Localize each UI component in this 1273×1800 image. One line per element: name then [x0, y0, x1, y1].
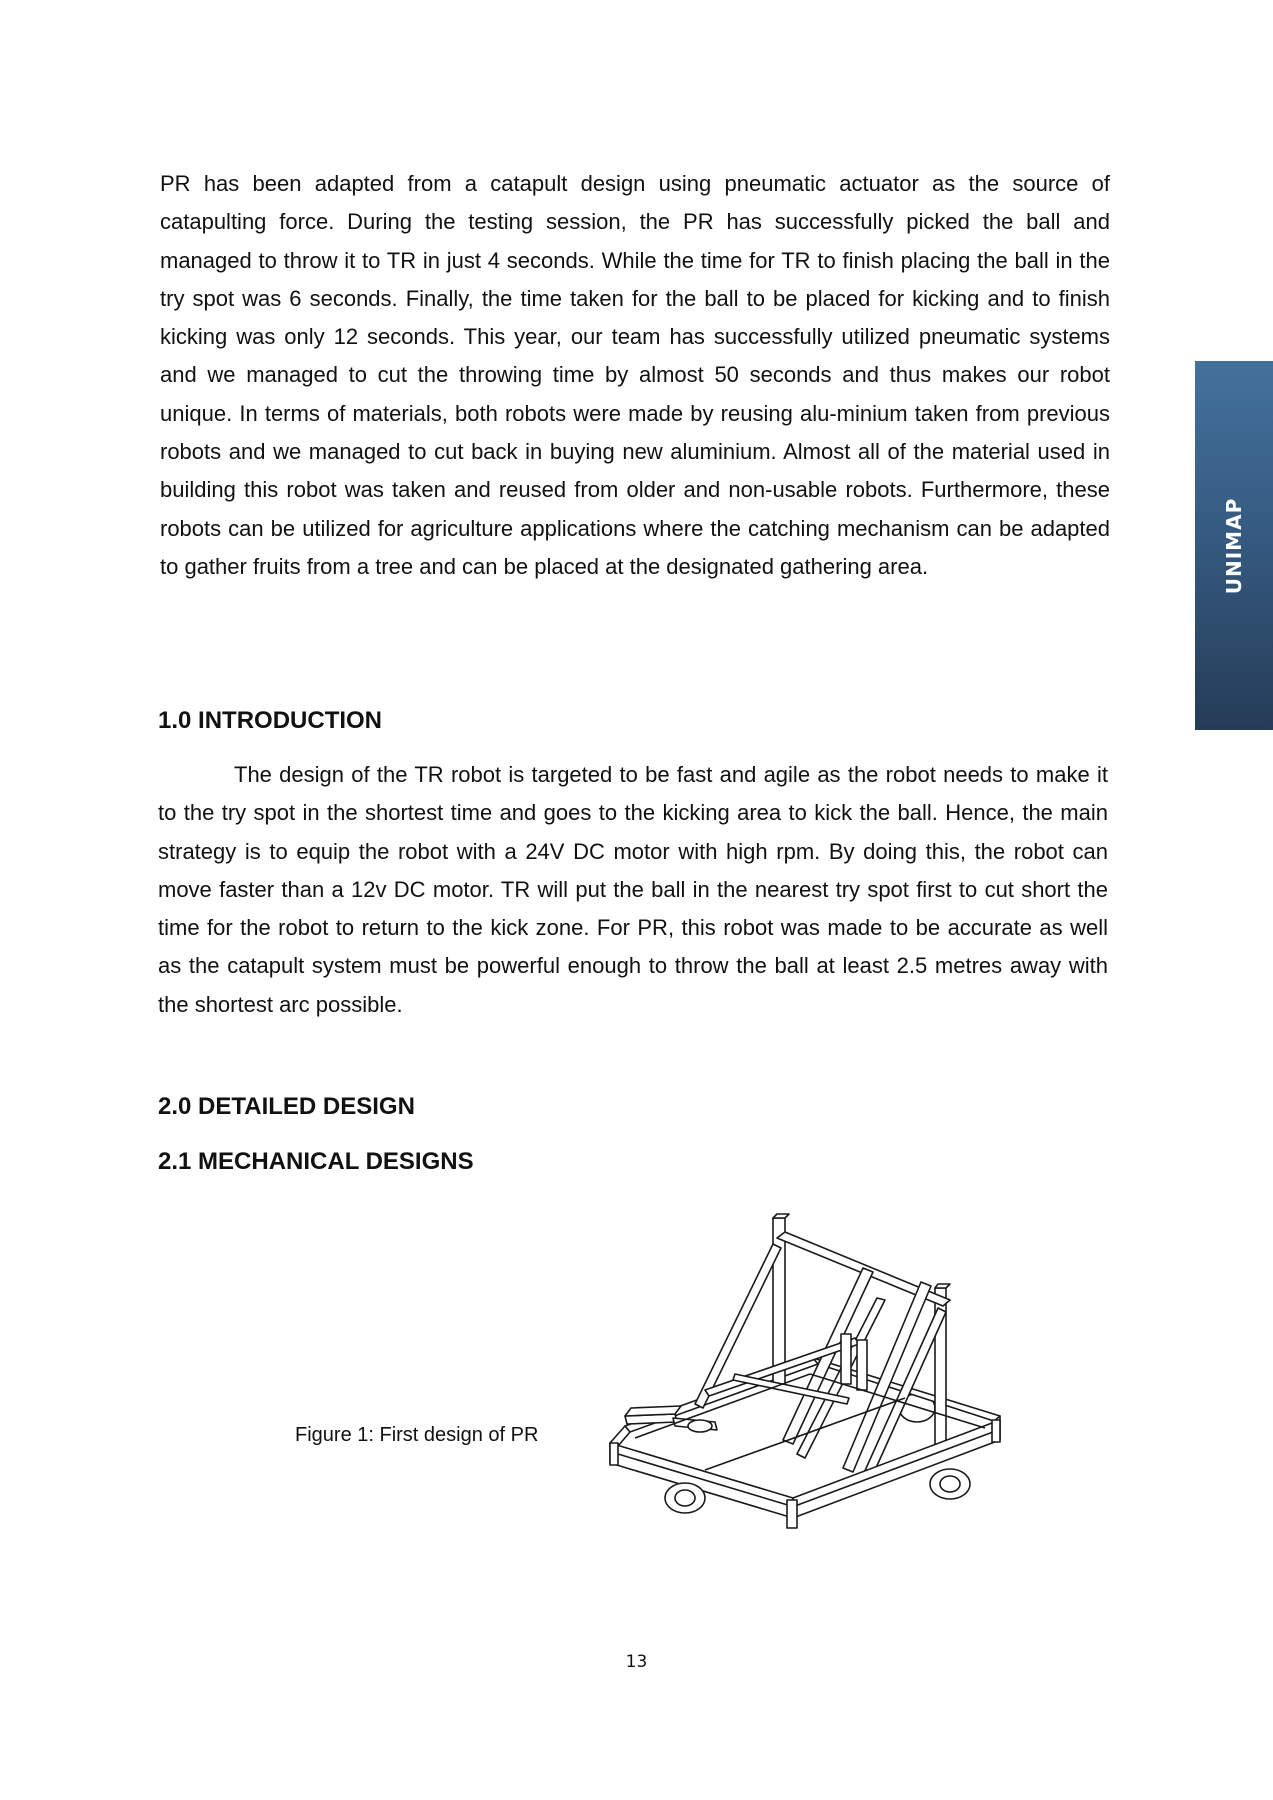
page-number: 13	[625, 1652, 648, 1672]
heading-mechanical-designs: 2.1 MECHANICAL DESIGNS	[158, 1148, 474, 1175]
paragraph-pr-summary: PR has been adapted from a catapult design using pneumatic actuator as the source of catapulting force. During the testing session, the PR has successfully picked the ball and managed to throw it to TR in just 4 seconds. While the time for TR to finish placing the ball in the try spot was 6 seconds. Finally, the time taken for the ball to be placed for kicking and to finish kicking was only 12 seconds. This year, our team has successfully utilized pneumatic systems and we managed to cut the throwing time by almost 50 seconds and thus makes our robot unique. In terms of materials, both robots were made by reusing alu-minium taken from previous robots and we managed to cut back in buying new aluminium. Almost all of the material used in building this robot was taken and reused from older and non-usable robots. Furthermore, these robots can be utilized for agriculture applications where the catching mechanism can be adapted to gather fruits from a tree and can be placed at the designated gathering area.	[160, 171, 1110, 579]
side-tab	[1195, 361, 1273, 730]
side-tab-label: UNIMAP	[1222, 497, 1246, 594]
figure-caption: Figure 1: First design of PR	[295, 1424, 539, 1446]
heading-detailed-design: 2.0 DETAILED DESIGN	[158, 1093, 415, 1120]
paragraph-introduction: The design of the TR robot is targeted to be fast and agile as the robot needs to make it to the try spot in the shortest time and goes to the kicking area to kick the ball. Hence, the main strategy is to equip the robot with a 24V DC motor with high rpm. By doing this, the robot can move faster than a 12v DC motor. TR will put the ball in the nearest try spot first to cut short the time for the robot to return to the kick zone. For PR, this robot was made to be accurate as well as the catapult system must be powerful enough to throw the ball at least 2.5 metres away with the shortest arc possible.	[158, 762, 1108, 1017]
heading-introduction: 1.0 INTRODUCTION	[158, 707, 383, 734]
robot-frame-drawing	[605, 1208, 1005, 1548]
